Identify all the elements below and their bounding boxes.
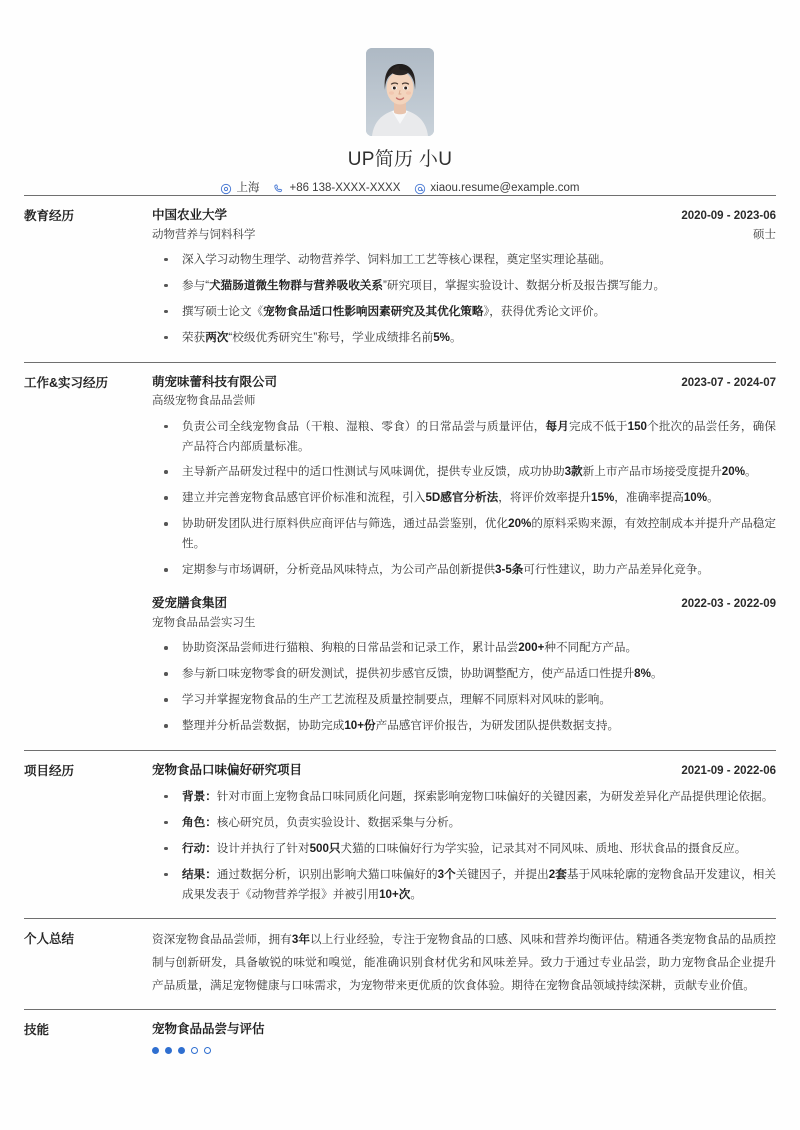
bullet-item: 撰写硕士论文《宠物食品适口性影响因素研究及其优化策略》，获得优秀论文评价。 bbox=[152, 302, 776, 322]
entry-date: 2021-09 - 2022-06 bbox=[681, 764, 776, 777]
bullet-item: 荣获两次“校级优秀研究生”称号，学业成绩排名前5%。 bbox=[152, 328, 776, 348]
skill-dot-empty bbox=[191, 1047, 198, 1054]
contact-email-text: xiaou.resume@example.com bbox=[430, 181, 580, 194]
experience-entry bbox=[152, 373, 776, 581]
contact-phone bbox=[273, 183, 400, 195]
section-label: 个人总结 bbox=[24, 932, 75, 947]
section-教育经历 bbox=[0, 196, 800, 362]
email-icon bbox=[414, 183, 426, 195]
bullet-item: 参与新口味宠物零食的研发测试，提供初步感官反馈，协助调整配方，使产品适口性提升8%。 bbox=[152, 664, 776, 684]
section-项目经历 bbox=[0, 751, 800, 919]
contact-location bbox=[220, 183, 259, 195]
section-label: 工作&实习经历 bbox=[24, 375, 109, 390]
entry-subtitle: 宠物食品品尝实习生 bbox=[152, 616, 256, 629]
bullet-item: 行动：设计并执行了针对500只犬猫的口味偏好行为学实验，记录其对不同风味、质地、形状食品的摄食反应。 bbox=[152, 839, 776, 859]
entry-header bbox=[152, 206, 776, 226]
bullet-list bbox=[152, 417, 776, 581]
bullet-item: 协助研发团队进行原料供应商评估与筛选，通过品尝鉴别，优化20%的原料采购来源，有效控制成本并提升产品稳定性。 bbox=[152, 514, 776, 554]
section-content bbox=[152, 1020, 776, 1053]
entry-title: 萌宠味蕾科技有限公司 bbox=[152, 374, 278, 389]
entry-header bbox=[152, 594, 776, 614]
resume-sections bbox=[0, 195, 800, 1066]
section-content bbox=[152, 206, 776, 350]
skill-dot-filled bbox=[165, 1047, 172, 1054]
resume-header bbox=[0, 0, 800, 195]
bullet-list bbox=[152, 250, 776, 348]
bullet-list bbox=[152, 787, 776, 905]
skill-rating bbox=[152, 1047, 776, 1054]
section-content bbox=[152, 929, 776, 997]
section-body bbox=[24, 919, 776, 1009]
entry-subheader bbox=[152, 393, 776, 410]
skill-dot-filled bbox=[152, 1047, 159, 1054]
phone-icon bbox=[273, 183, 285, 195]
entry-date: 2023-07 - 2024-07 bbox=[681, 376, 776, 389]
bullet-item: 建立并完善宠物食品感官评价标准和流程，引入5D感官分析法，将评价效率提升15%，准确率提高10%。 bbox=[152, 488, 776, 508]
entry-subtitle: 动物营养与饲料科学 bbox=[152, 228, 256, 241]
section-label: 项目经历 bbox=[24, 763, 75, 778]
entry-subheader bbox=[152, 227, 776, 244]
contact-row bbox=[0, 183, 800, 195]
section-工作&实习经历 bbox=[0, 363, 800, 750]
entry-date: 2022-03 - 2022-09 bbox=[681, 598, 776, 611]
summary-text: 资深宠物食品品尝师，拥有3年以上行业经验，专注于宠物食品的口感、风味和营养均衡评估。精通各类宠物食品的品质控制与创新研发，具备敏锐的味觉和嗅觉，能准确识别食材优劣和风味差异。致力于通过专业品尝，助力宠物食品企业提升产品质量，满足宠物健康与口味需求，为宠物带来更优质的饮食体验。期待在宠物食品领域持续深耕，贡献专业价值。 bbox=[152, 933, 776, 992]
section-body bbox=[24, 751, 776, 919]
bullet-item: 角色：核心研究员，负责实验设计、数据采集与分析。 bbox=[152, 813, 776, 833]
section-content bbox=[152, 373, 776, 738]
bullet-item: 深入学习动物生理学、动物营养学、饲料加工工艺等核心课程，奠定坚实理论基础。 bbox=[152, 250, 776, 270]
bullet-item: 结果：通过数据分析，识别出影响犬猫口味偏好的3个关键因子，并提出2套基于风味轮廓的宠物食品开发建议，相关成果发表于《动物营养学报》并被引用10+次。 bbox=[152, 865, 776, 905]
contact-location-text: 上海 bbox=[236, 181, 260, 194]
experience-entry bbox=[152, 594, 776, 736]
entry-title: 爱宠膳食集团 bbox=[152, 596, 228, 611]
skill-name: 宠物食品品尝与评估 bbox=[152, 1022, 265, 1037]
bullet-item: 学习并掌握宠物食品的生产工艺流程及质量控制要点，理解不同原料对风味的影响。 bbox=[152, 690, 776, 710]
bullet-item: 定期参与市场调研，分析竞品风味特点，为公司产品创新提供3-5条可行性建议，助力产品差异化竞争。 bbox=[152, 560, 776, 580]
bullet-item: 协助资深品尝师进行猫粮、狗粮的日常品尝和记录工作，累计品尝200+种不同配方产品。 bbox=[152, 638, 776, 658]
section-技能 bbox=[0, 1010, 800, 1065]
candidate-name: UP简历 小U bbox=[347, 149, 453, 170]
entry-title: 宠物食品口味偏好研究项目 bbox=[152, 762, 303, 777]
entry-header bbox=[152, 761, 776, 781]
entry-date: 2020-09 - 2023-06 bbox=[681, 209, 776, 222]
location-icon bbox=[220, 183, 232, 195]
bullet-item: 主导新产品研发过程中的适口性测试与风味调优，提供专业反馈，成功协助3款新上市产品市场接受度提升20%。 bbox=[152, 462, 776, 482]
entry-title: 中国农业大学 bbox=[152, 207, 228, 222]
section-content bbox=[152, 761, 776, 907]
contact-email bbox=[414, 183, 579, 195]
section-label: 技能 bbox=[24, 1023, 50, 1038]
experience-entry bbox=[152, 206, 776, 348]
bullet-item: 背景：针对市面上宠物食品口味同质化问题，探索影响宠物口味偏好的关键因素，为研发差异化产品提供理论依据。 bbox=[152, 787, 776, 807]
entry-subtitle: 高级宠物食品品尝师 bbox=[152, 395, 256, 408]
bullet-item: 负责公司全线宠物食品（干粮、湿粮、零食）的日常品尝与质量评估，每月完成不低于150个批次的品尝任务，确保产品符合内部质量标准。 bbox=[152, 417, 776, 457]
photo-container bbox=[0, 48, 800, 136]
contact-phone-text: +86 138-XXXX-XXXX bbox=[289, 181, 401, 194]
bullet-item: 参与“犬猫肠道微生物群与营养吸收关系”研究项目，掌握实验设计、数据分析及报告撰写能力。 bbox=[152, 276, 776, 296]
section-body bbox=[24, 196, 776, 362]
entry-subheader bbox=[152, 615, 776, 632]
section-label: 教育经历 bbox=[24, 208, 75, 223]
bullet-list bbox=[152, 638, 776, 736]
entry-header bbox=[152, 373, 776, 393]
skill-item bbox=[152, 1020, 776, 1053]
entry-meta: 硕士 bbox=[753, 228, 776, 241]
experience-entry bbox=[152, 761, 776, 905]
skill-dot-empty bbox=[204, 1047, 211, 1054]
bullet-item: 整理并分析品尝数据，协助完成10+份产品感官评价报告，为研发团队提供数据支持。 bbox=[152, 716, 776, 736]
section-个人总结 bbox=[0, 919, 800, 1009]
section-body bbox=[24, 1010, 776, 1065]
section-body bbox=[24, 363, 776, 750]
skill-dot-filled bbox=[178, 1047, 185, 1054]
profile-photo bbox=[366, 48, 434, 136]
